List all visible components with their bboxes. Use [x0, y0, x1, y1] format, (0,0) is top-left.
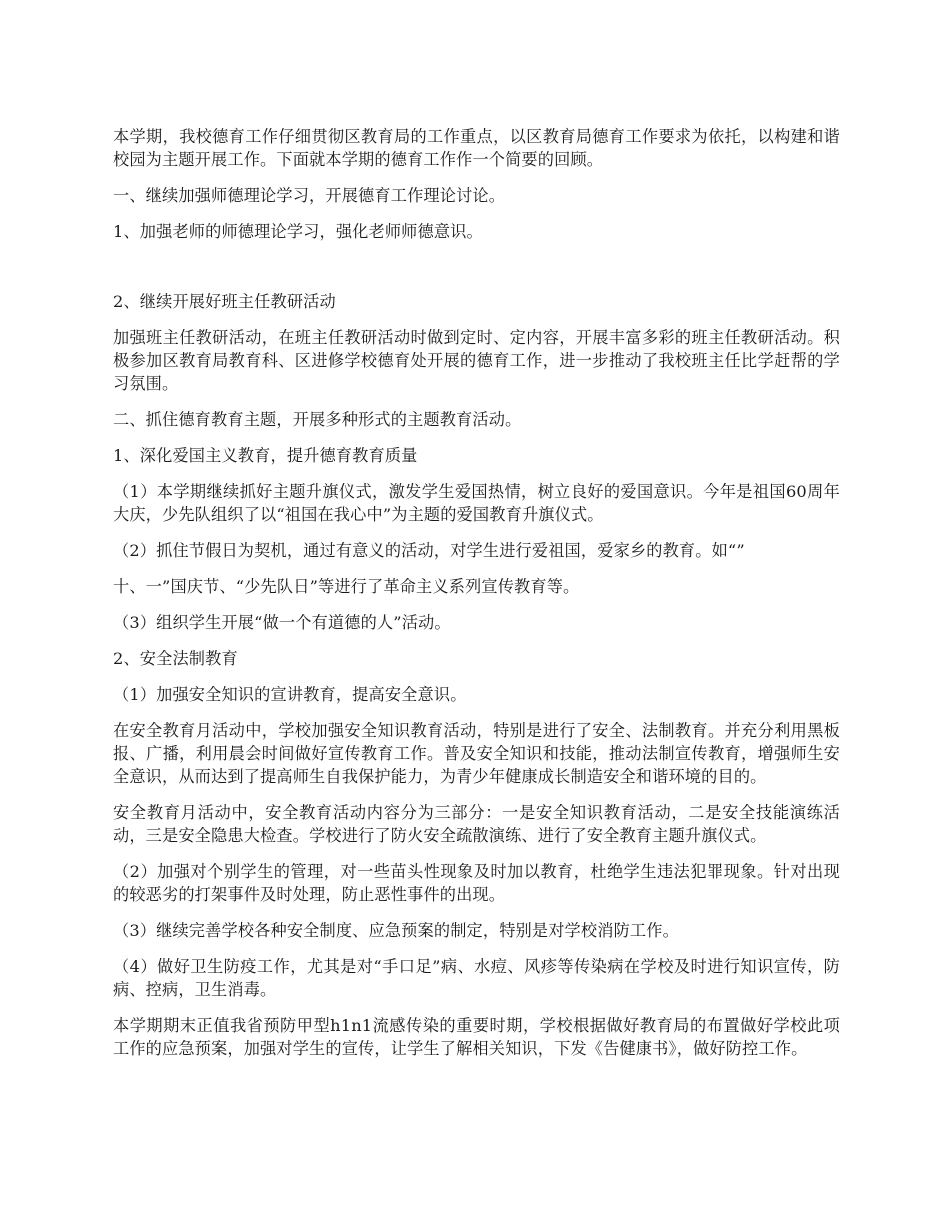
section-heading-1: 一、继续加强师德理论学习，开展德育工作理论讨论。: [113, 186, 506, 205]
body-paragraph: 十、一”国庆节、“少先队日”等进行了革命主义系列宣传教育等。: [113, 577, 580, 596]
list-item: （2）抓住节假日为契机，通过有意义的活动，对学生进行爱祖国，爱家乡的教育。如“”: [113, 541, 745, 560]
list-item: （3）继续完善学校各种安全制度、应急预案的制定，特别是对学校消防工作。: [113, 921, 679, 940]
document-body: [113, 125, 840, 1073]
closing-paragraph: 本学期期末正值我省预防甲型h1n1流感传染的重要时期，学校根据做好教育局的布置做好学校此项工作的应急预案，加强对学生的宣传，让学生了解相关知识，下发《告健康书》，做好防控工作。: [113, 1016, 840, 1058]
section-heading-2: 二、抓住德育教育主题，开展多种形式的主题教育活动。: [113, 410, 522, 429]
body-paragraph: 加强班主任教研活动，在班主任教研活动时做到定时、定内容，开展丰富多彩的班主任教研活动。积极参加区教育局教育科、区进修学校德育处开展的德育工作，进一步推动了我校班主任比学赶帮的学习氛围。: [113, 328, 840, 393]
list-item: （2）加强对个别学生的管理，对一些苗头性现象及时加以教育，杜绝学生违法犯罪现象。针对出现的较恶劣的打架事件及时处理，防止恶性事件的出现。: [113, 862, 840, 904]
subheading-1-1: 1、加强老师的师德理论学习，强化老师师德意识。: [113, 222, 483, 241]
list-item: （3）组织学生开展“做一个有道德的人”活动。: [113, 613, 451, 632]
list-item: （1）加强安全知识的宣讲教育，提高安全意识。: [113, 685, 467, 704]
body-paragraph: 在安全教育月活动中，学校加强安全知识教育活动，特别是进行了安全、法制教育。并充分利用黑板报、广播，利用晨会时间做好宣传教育工作。普及安全知识和技能，推动法制宣传教育，增强师生安全意识，从而达到了提高师生自我保护能力，为青少年健康成长制造安全和谐环境的目的。: [113, 721, 840, 786]
subheading-1-2: 2、继续开展好班主任教研活动: [113, 292, 336, 311]
list-item: （4）做好卫生防疫工作，尤其是对“手口足”病、水痘、风疹等传染病在学校及时进行知识宣传，防病、控病，卫生消毒。: [113, 957, 840, 999]
intro-paragraph: 本学期，我校德育工作仔细贯彻区教育局的工作重点，以区教育局德育工作要求为依托，以构建和谐校园为主题开展工作。下面就本学期的德育工作作一个简要的回顾。: [113, 127, 840, 169]
subheading-2-1: 1、深化爱国主义教育，提升德育教育质量: [113, 446, 418, 465]
body-paragraph: 安全教育月活动中，安全教育活动内容分为三部分：一是安全知识教育活动，二是安全技能演练活动，三是安全隐患大检查。学校进行了防火安全疏散演练、进行了安全教育主题升旗仪式。: [113, 803, 840, 845]
subheading-2-2: 2、安全法制教育: [113, 649, 238, 668]
list-item: （1）本学期继续抓好主题升旗仪式，激发学生爱国热情，树立良好的爱国意识。今年是祖国60周年大庆，少先队组织了以“祖国在我心中”为主题的爱国教育升旗仪式。: [113, 482, 840, 524]
